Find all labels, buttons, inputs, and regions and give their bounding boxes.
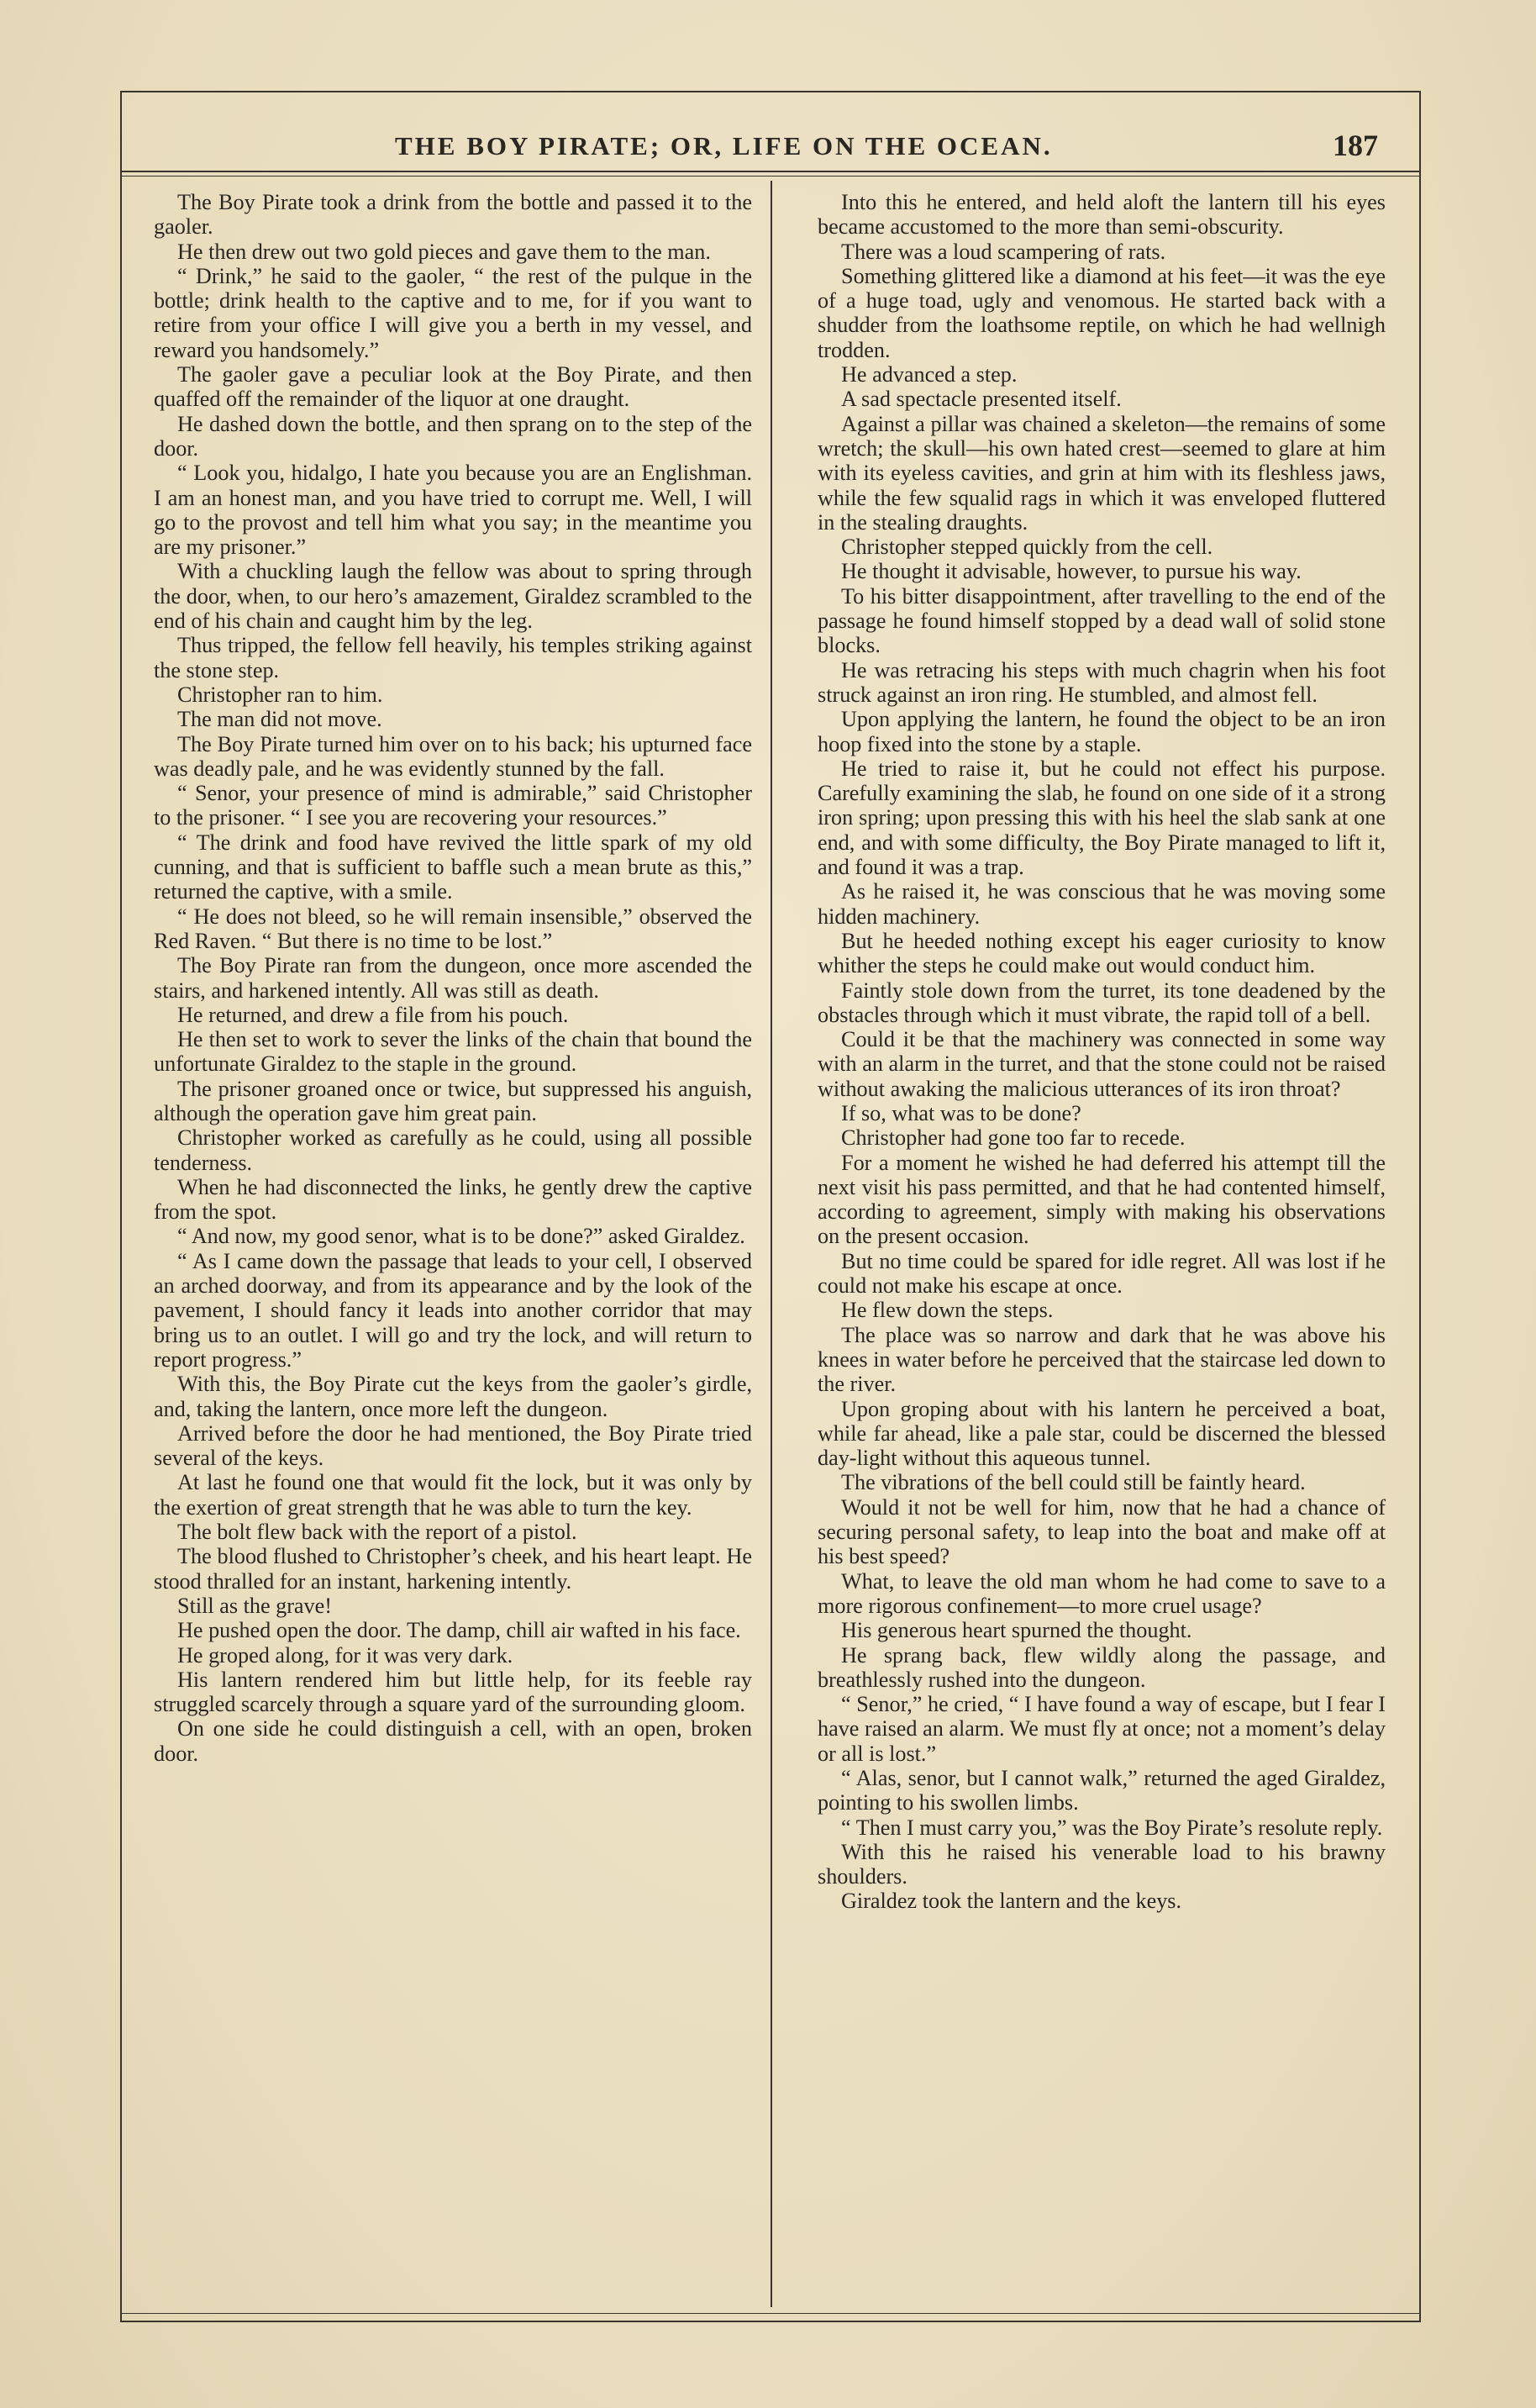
paragraph: As he raised it, he was conscious that he was moving some hidden machinery. <box>818 879 1386 929</box>
paragraph: He tried to raise it, but he could not effect his purpose. Carefully examining the slab, he found on one side of it a strong iron spring; upon pressing this with his heel the slab sank at one end, and with some difficulty, the Boy Pirate managed to lift it, and found it was a trap. <box>818 756 1386 880</box>
paragraph: Christopher ran to him. <box>177 682 383 707</box>
paragraph: Christopher worked as carefully as he could, using all possible tenderness. <box>154 1125 752 1175</box>
page-number: 187 <box>1333 129 1378 162</box>
paragraph: “ The drink and food have revived the little spark of my old cunning, and that is sufficient to baffle such a mean brute as this,” returned the captive, with a smile. <box>154 830 752 904</box>
paragraph: “ He does not bleed, so he will remain insensible,” observed the Red Raven. “ But there is no time to be lost.” <box>154 904 752 953</box>
paragraph: The blood flushed to Christopher’s cheek, and his heart leapt. He stood thralled for an instant, harkening intently. <box>154 1544 752 1594</box>
paragraph: He then set to work to sever the links of the chain that bound the unfortunate Giraldez to the staple in the ground. <box>154 1027 752 1077</box>
paragraph: He returned, and drew a file from his pouch. <box>177 1002 569 1027</box>
paragraph: Thus tripped, the fellow fell heavily, his temples striking against the stone step. <box>154 633 752 682</box>
paragraph: “ Then I must carry you,” was the Boy Pirate’s resolute reply. <box>841 1815 1383 1840</box>
paragraph: Faintly stole down from the turret, its tone deadened by the obstacles through which it must vibrate, the rapid toll of a bell. <box>818 977 1386 1027</box>
paragraph: He then drew out two gold pieces and gave them to the man. <box>177 239 711 264</box>
paragraph: Against a pillar was chained a skeleton—the remains of some wretch; the skull—his own hated crest—seemed to glare at him with its eyeless cavities, and grin at him with its fleshless jaws, while the few squalid rags in which it was enveloped fluttered in the stealing draughts. <box>818 411 1386 535</box>
paragraph: “ And now, my good senor, what is to be done?” asked Giraldez. <box>177 1224 745 1249</box>
paragraph: His generous heart spurned the thought. <box>841 1618 1192 1643</box>
footer-rule <box>120 2313 1421 2314</box>
paragraph: Something glittered like a diamond at his feet—it was the eye of a huge toad, ugly and venomous. He started back with a shudder from the loathsome reptile, on which he had wellnigh trodden. <box>818 263 1386 362</box>
paragraph: He dashed down the bottle, and then sprang on to the step of the door. <box>154 411 752 461</box>
header-rule-thin <box>120 176 1421 177</box>
paragraph: Giraldez took the lantern and the keys. <box>841 1889 1182 1914</box>
paragraph: For a moment he wished he had deferred his attempt till the next visit his pass permitted, and that he had contented himself, according to agreement, simply with making his observations on the present occasion. <box>818 1150 1386 1249</box>
paragraph: Upon groping about with his lantern he perceived a boat, while far ahead, like a pale star, could be discerned the blessed day-light without this aqueous tunnel. <box>818 1396 1386 1471</box>
paragraph: When he had disconnected the links, he gently drew the captive from the spot. <box>154 1174 752 1225</box>
paragraph: He pushed open the door. The damp, chill air wafted in his face. <box>177 1618 741 1643</box>
paragraph: The Boy Pirate ran from the dungeon, once more ascended the stairs, and harkened intently. All was still as death. <box>154 953 752 1003</box>
paragraph: “ Senor, your presence of mind is admirable,” said Christopher to the prisoner. “ I see you are recovering your resources.” <box>154 781 752 830</box>
paragraph: “ As I came down the passage that leads to your cell, I observed an arched doorway, and from its appearance and by the look of the pavement, I should fancy it leads into another corridor that may bring us to an outlet. I will go and try the lock, and will return to report progress.” <box>154 1248 752 1372</box>
paragraph: With this, the Boy Pirate cut the keys from the gaoler’s girdle, and, taking the lantern, once more left the dungeon. <box>154 1372 752 1421</box>
paragraph: He sprang back, flew wildly along the passage, and breathlessly rushed into the dungeon. <box>818 1642 1386 1692</box>
paragraph: He was retracing his steps with much chagrin when his foot struck against an iron ring. He stumbled, and almost fell. <box>818 657 1386 707</box>
paragraph: Would it not be well for him, now that he had a chance of securing personal safety, to leap into the boat and make off at his best speed? <box>818 1494 1386 1569</box>
left-column <box>154 190 752 1766</box>
paragraph: With this he raised his venerable load to his brawny shoulders. <box>818 1839 1386 1889</box>
paragraph: His lantern rendered him but little help, for its feeble ray struggled scarcely through a square yard of the surrounding gloom. <box>154 1667 752 1717</box>
paragraph: The gaoler gave a peculiar look at the Boy Pirate, and then quaffed off the remainder of the liquor at one draught. <box>154 362 752 412</box>
paragraph: The bolt flew back with the report of a pistol. <box>177 1520 577 1545</box>
paragraph: A sad spectacle presented itself. <box>841 387 1122 412</box>
right-column <box>818 190 1386 1914</box>
paragraph: But no time could be spared for idle regret. All was lost if he could not make his escape at once. <box>818 1248 1386 1299</box>
paragraph: “ Look you, hidalgo, I hate you because you are an Englishman. I am an honest man, and you have tried to corrupt me. Well, I will go to the provost and tell him what you say; in the meantime you are my prisoner.” <box>154 461 752 560</box>
paragraph: But he heeded nothing except his eager curiosity to know whither the steps he could make out would conduct him. <box>818 928 1386 978</box>
paragraph: With a chuckling laugh the fellow was about to spring through the door, when, to our hero’s amazement, Giraldez scrambled to the end of his chain and caught him by the leg. <box>154 559 752 634</box>
paragraph: The man did not move. <box>177 707 382 732</box>
paragraph: Could it be that the machinery was connected in some way with an alarm in the turret, and that the stone could not be raised without awaking the malicious utterances of its iron throat? <box>818 1027 1386 1101</box>
paragraph: Arrived before the door he had mentioned, the Boy Pirate tried several of the keys. <box>154 1420 752 1471</box>
paragraph: “ Senor,” he cried, “ I have found a way of escape, but I fear I have raised an alarm. We must fly at once; not a moment’s delay or all is lost.” <box>818 1692 1386 1766</box>
paragraph: There was a loud scampering of rats. <box>841 239 1166 264</box>
paragraph: Into this he entered, and held aloft the lantern till his eyes became accustomed to the more than semi-obscurity. <box>818 190 1386 240</box>
paragraph: What, to leave the old man whom he had come to save to a more rigorous confinement—to more cruel usage? <box>818 1568 1386 1618</box>
paragraph: Upon applying the lantern, he found the object to be an iron hoop fixed into the stone by a staple. <box>818 707 1386 756</box>
paragraph: He thought it advisable, however, to pursue his way. <box>841 559 1302 584</box>
paragraph: He flew down the steps. <box>841 1298 1054 1323</box>
paragraph: Christopher had gone too far to recede. <box>841 1125 1186 1151</box>
paragraph: To his bitter disappointment, after travelling to the end of the passage he found himself stopped by a dead wall of solid stone blocks. <box>818 583 1386 658</box>
paragraph: If so, what was to be done? <box>841 1100 1081 1125</box>
paragraph: At last he found one that would fit the lock, but it was only by the exertion of great strength that he was able to turn the key. <box>154 1470 752 1520</box>
paragraph: The prisoner groaned once or twice, but suppressed his anguish, although the operation gave him great pain. <box>154 1076 752 1125</box>
paragraph: Christopher stepped quickly from the cell. <box>841 535 1213 560</box>
paragraph: “ Alas, senor, but I cannot walk,” returned the aged Giraldez, pointing to his swollen limbs. <box>818 1766 1386 1815</box>
column-divider <box>771 181 772 2307</box>
paragraph: He groped along, for it was very dark. <box>177 1642 513 1668</box>
paragraph: He advanced a step. <box>841 362 1018 387</box>
paragraph: The Boy Pirate turned him over on to his back; his upturned face was deadly pale, and he was evidently stunned by the fall. <box>154 731 752 781</box>
paragraph: On one side he could distinguish a cell, with an open, broken door. <box>154 1716 752 1766</box>
paragraph: The place was so narrow and dark that he was above his knees in water before he perceived that the staircase led down to the river. <box>818 1322 1386 1397</box>
paragraph: Still as the grave! <box>177 1593 332 1618</box>
paragraph: The vibrations of the bell could still be faintly heard. <box>841 1470 1306 1495</box>
running-title: THE BOY PIRATE; OR, LIFE ON THE OCEAN. <box>395 131 1053 161</box>
paragraph: “ Drink,” he said to the gaoler, “ the rest of the pulque in the bottle; drink health to the captive and to me, for if you want to retire from your office I will give you a berth in my vessel, and reward you handsomely.” <box>154 263 752 362</box>
header-rule <box>120 171 1421 172</box>
paragraph: The Boy Pirate took a drink from the bottle and passed it to the gaoler. <box>154 190 752 240</box>
